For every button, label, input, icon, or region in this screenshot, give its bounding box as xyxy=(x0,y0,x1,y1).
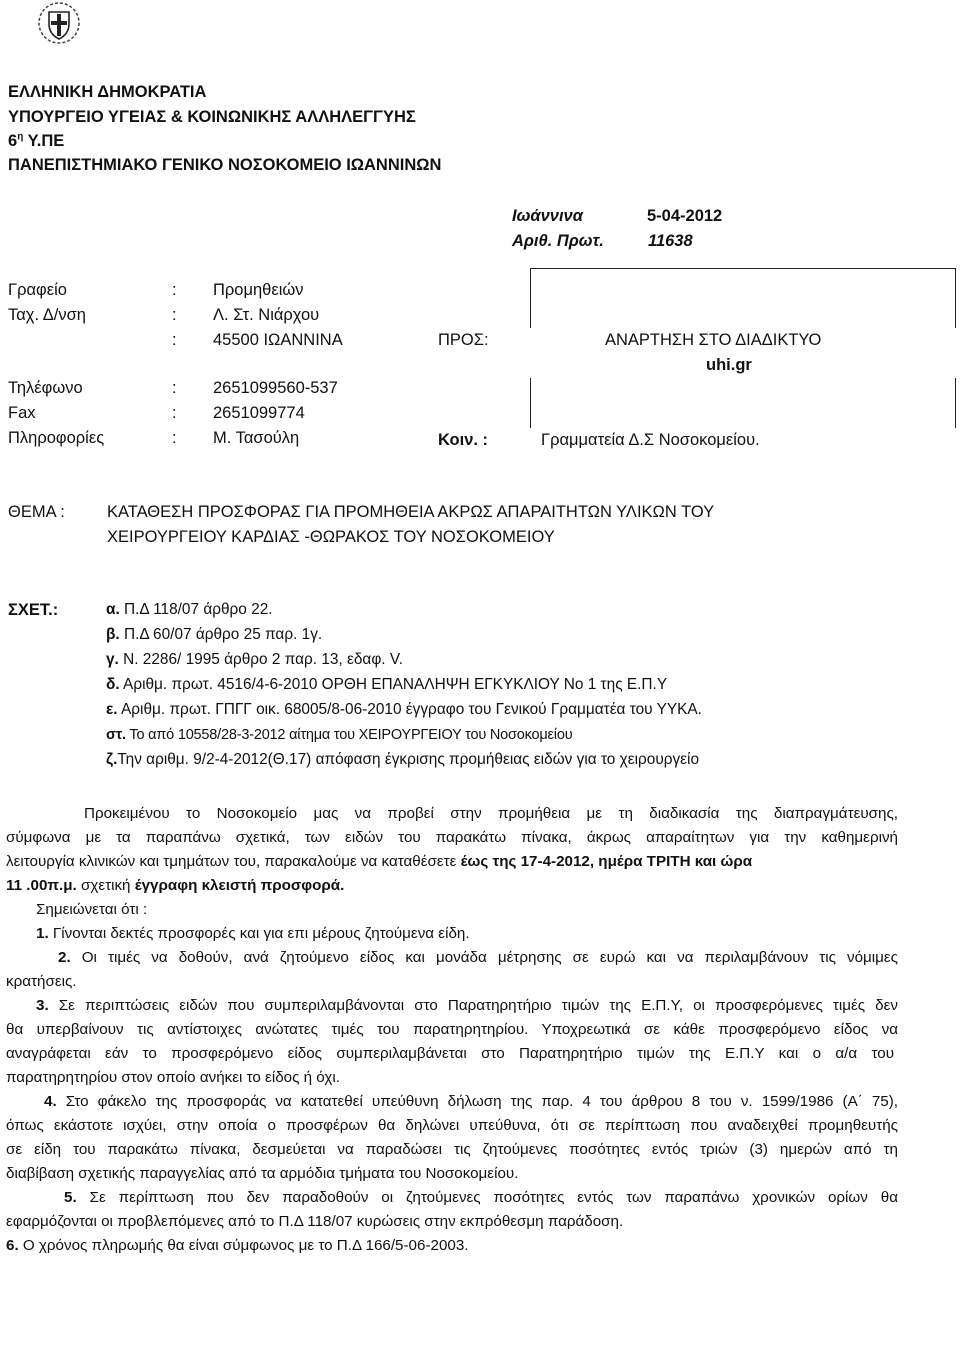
item-4-line-2: όπως εκάστοτε ισχύει, στην οποία ο προσφέρων θα δηλώνει υπεύθυνα, ότι σε περίπτωση που αναδειχθεί προμηθευτής xyxy=(6,1117,898,1134)
reference-item: α. Π.Δ 118/07 άρθρο 22. xyxy=(106,601,273,618)
item-3-line-2: θα υπερβαίνουν τις αντίστοιχες ανώτατες τιμές του παρατηρητηρίου. Υποχρεωτικά σε κάθε προσφερόμενο είδος να xyxy=(6,1021,898,1038)
references-label: ΣΧΕΤ.: xyxy=(8,601,59,619)
subject-label: ΘΕΜΑ : xyxy=(8,503,65,521)
sender-value: Μ. Τασούλη xyxy=(213,429,300,447)
item-1: 1. Γίνονται δεκτές προσφορές και για επι μέρους ζητούμενα είδη. xyxy=(36,925,470,942)
sender-value: Λ. Στ. Νιάρχου xyxy=(213,306,320,324)
recipient-box-right-top xyxy=(955,268,956,328)
body-p1-line-3: λειτουργία κλινικών και τμημάτων του, παρακαλούμε να καταθέσετε έως της 17-4-2012, ημέρα ΤΡΙΤΗ και ώρα xyxy=(6,853,753,870)
body-p1-line-4: 11 .00π.μ. σχετική έγγραφη κλειστή προσφορά. xyxy=(6,877,345,894)
item-3-line-1: 3. Σε περιπτώσεις ειδών που συμπεριλαμβάνονται στο Παρατηρητήριο τιμών της Ε.Π.Υ, οι προσφερόμενες τιμές δεν xyxy=(36,997,898,1014)
protocol-number: 11638 xyxy=(648,232,693,250)
item-4-line-4: διαβίβαση σχετικής παραγγελίας από τα αρμόδια τμήματα του Νοσοκομείου. xyxy=(6,1165,519,1182)
header-line-3: $6^\eta$ Υ.ΠΕ xyxy=(8,131,65,150)
subject-line-2: ΧΕΙΡΟΥΡΓΕΙΟΥ ΚΑΡΔΙΑΣ -ΘΩΡΑΚΟΣ ΤΟΥ ΝΟΣΟΚΟΜΕΙΟΥ xyxy=(107,528,555,546)
sender-label: Γραφείο xyxy=(8,281,67,299)
recipient-box-top xyxy=(530,268,956,269)
koin-label: Κοιν. : xyxy=(438,431,489,449)
pros-line-2: uhi.gr xyxy=(706,356,752,374)
reference-item: στ. Το από 10558/28-3-2012 αίτημα του ΧΕΙΡΟΥΡΓΕΙΟΥ του Νοσοκομείου xyxy=(106,727,573,743)
item-5-line-2: εφαρμόζονται οι προβλεπόμενες από το Π.Δ 118/07 κυρώσεις στην εκπρόθεσμη παράδοση. xyxy=(6,1213,624,1230)
reference-item: β. Π.Δ 60/07 άρθρο 25 παρ. 1γ. xyxy=(106,626,323,643)
coat-of-arms-icon xyxy=(38,2,80,44)
koin-value: Γραμματεία Δ.Σ Νοσοκομείου. xyxy=(541,431,760,449)
pros-label: ΠΡΟΣ: xyxy=(438,331,489,349)
sender-value: 2651099560-537 xyxy=(213,379,338,397)
body-p1-line-2: σύμφωνα με τα παραπάνω σχετικά, των ειδών του παρακάτω πίνακα, άκρως απαραίτητων για την καθημερινή xyxy=(6,829,898,846)
recipient-box-right-bottom xyxy=(955,378,956,428)
note: Σημειώνεται ότι : xyxy=(36,901,148,918)
header-line-2: ΥΠΟΥΡΓΕΙΟ ΥΓΕΙΑΣ & ΚΟΙΝΩΝΙΚΗΣ ΑΛΛΗΛΕΓΓΥΗΣ xyxy=(8,108,416,126)
sender-sep: : xyxy=(172,379,177,397)
sender-label: Ταχ. Δ/νση xyxy=(8,306,86,324)
recipient-box-left-bottom xyxy=(530,378,531,428)
header-line-1: ΕΛΛΗΝΙΚΗ ΔΗΜΟΚΡΑΤΙΑ xyxy=(8,83,207,101)
date: 5-04-2012 xyxy=(647,207,723,225)
pros-line-1: ΑΝΑΡΤΗΣΗ ΣΤΟ ΔΙΑΔΙΚΤΥΟ xyxy=(605,331,822,349)
item-3-line-3: αναγράφεται εάν το προσφερόμενο είδος συμπεριλαμβάνεται στο Παρατηρητήριο τιμών της Ε.Π.Υ και ο α/α του xyxy=(6,1045,894,1062)
reference-item: γ. Ν. 2286/ 1995 άρθρο 2 παρ. 13, εδαφ. V. xyxy=(106,651,403,668)
body-p1-line-1: Προκειμένου το Νοσοκομείο μας να προβεί στην προμήθεια με τη διαδικασία της διαπραγμάτευσης, xyxy=(84,805,898,822)
sender-label: Τηλέφωνο xyxy=(8,379,83,397)
item-5-line-1: 5. Σε περίπτωση που δεν παραδοθούν οι ζητούμενες ποσότητες εντός των παραπάνω χρονικών ορίων θα xyxy=(64,1189,898,1206)
item-2-line-2: κρατήσεις. xyxy=(6,973,77,990)
item-6: 6. Ο χρόνος πληρωμής θα είναι σύμφωνος με το Π.Δ 166/5-06-2003. xyxy=(6,1237,469,1254)
sender-sep: : xyxy=(172,281,177,299)
sender-label: Πληροφορίες xyxy=(8,429,105,447)
recipient-box-left-top xyxy=(530,268,531,328)
protocol-label: Αριθ. Πρωτ. xyxy=(512,232,604,250)
item-2-line-1: 2. Οι τιμές να δοθούν, ανά ζητούμενο είδος και μονάδα μέτρησης σε ευρώ και να περιλαμβάνουν τις νόμιμες xyxy=(58,949,898,966)
item-4-line-3: σε είδη του παρακάτω πίνακα, δεσμεύεται να παραδώσει τις ζητούμενες ποσότητες εντός τριών (3) ημερών από τη xyxy=(6,1141,898,1158)
sender-value: 45500 ΙΩΑΝΝΙΝΑ xyxy=(213,331,343,349)
header-line-4: ΠΑΝΕΠΙΣΤΗΜΙΑΚΟ ΓΕΝΙΚΟ ΝΟΣΟΚΟΜΕΙΟ ΙΩΑΝΝΙΝΩΝ xyxy=(8,156,442,174)
sender-sep: : xyxy=(172,404,177,422)
reference-item: ε. Αριθμ. πρωτ. ΓΠΓΓ οικ. 68005/8-06-2010 έγγραφο του Γενικού Γραμματέα του ΥΥΚΑ. xyxy=(106,701,702,718)
item-4-line-1: 4. Στο φάκελο της προσφοράς να κατατεθεί υπεύθυνη δήλωση της παρ. 4 του άρθρου 8 του ν. 1599/1986 (Α΄ 75), xyxy=(44,1093,898,1110)
sender-sep: : xyxy=(172,331,177,349)
sender-sep: : xyxy=(172,306,177,324)
sender-value: 2651099774 xyxy=(213,404,305,422)
city: Ιωάννινα xyxy=(512,207,583,225)
sender-sep: : xyxy=(172,429,177,447)
sender-value: Προμηθειών xyxy=(213,281,304,299)
item-3-line-4: παρατηρητηρίου στον οποίο ανήκει το είδος ή όχι. xyxy=(6,1069,340,1086)
reference-item: ζ.Την αριθμ. 9/2-4-2012(Θ.17) απόφαση έγκρισης προμήθειας ειδών για το χειρουργείο xyxy=(106,751,700,768)
subject-line-1: ΚΑΤΑΘΕΣΗ ΠΡΟΣΦΟΡΑΣ ΓΙΑ ΠΡΟΜΗΘΕΙΑ ΑΚΡΩΣ ΑΠΑΡΑΙΤΗΤΩΝ ΥΛΙΚΩΝ ΤΟΥ xyxy=(107,503,715,521)
sender-label: Fax xyxy=(8,404,36,422)
reference-item: δ. Αριθμ. πρωτ. 4516/4-6-2010 ΟΡΘΗ ΕΠΑΝΑΛΗΨΗ ΕΓΚΥΚΛΙΟΥ Νο 1 της Ε.Π.Υ xyxy=(106,676,668,693)
